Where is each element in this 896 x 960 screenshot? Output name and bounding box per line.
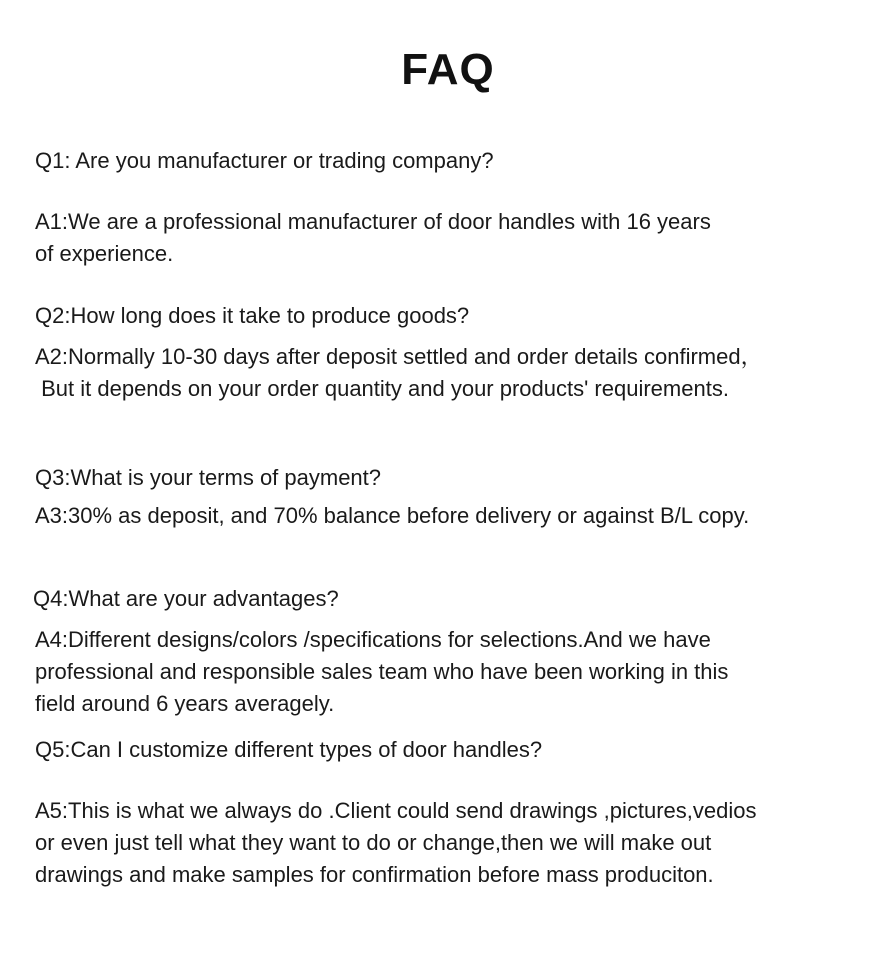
question-3: Q3:What is your terms of payment? [35,465,382,490]
answer-4-line-1: A4:Different designs/colors /specifications for selections.And we have [35,627,711,652]
answer-4-line-2: professional and responsible sales team who have been working in this [35,659,729,684]
page-title: FAQ [401,45,495,94]
answer-1-line-2: of experience. [35,241,174,266]
question-4: Q4:What are your advantages? [33,586,339,611]
answer-3-line-1: A3:30% as deposit, and 70% balance before delivery or against B/L copy. [35,503,750,528]
question-5: Q5:Can I customize different types of door handles? [35,737,543,762]
answer-5-line-3: drawings and make samples for confirmation before mass produciton. [35,862,714,887]
answer-4-line-3: field around 6 years averagely. [35,691,335,716]
question-1: Q1: Are you manufacturer or trading company? [35,148,494,173]
question-2: Q2:How long does it take to produce goods? [35,303,470,328]
answer-2-line-1: A2:Normally 10-30 days after deposit settled and order details confirmed， [35,344,763,369]
answer-2-line-2: But it depends on your order quantity and your products' requirements. [35,376,729,401]
answer-5-line-1: A5:This is what we always do .Client could send drawings ,pictures,vedios [35,798,757,823]
answer-5-line-2: or even just tell what they want to do or change,then we will make out [35,830,712,855]
answer-1-line-1: A1:We are a professional manufacturer of door handles with 16 years [35,209,711,234]
